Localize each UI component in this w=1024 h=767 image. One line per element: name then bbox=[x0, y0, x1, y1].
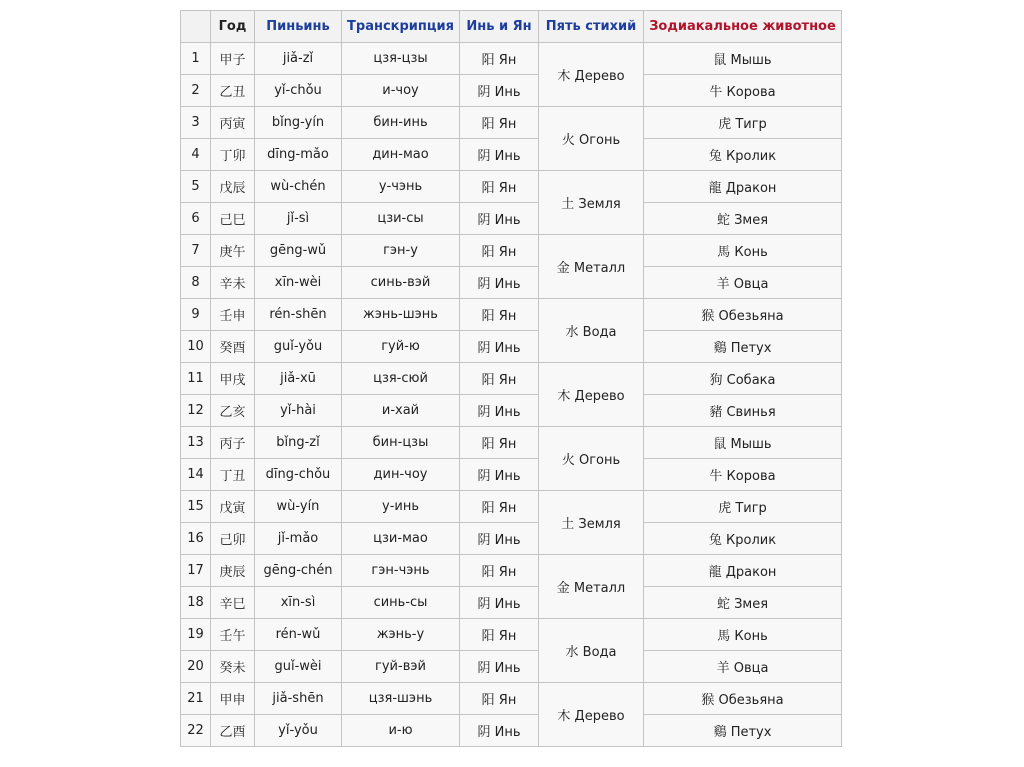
cell-pinyin: xīn-wèi bbox=[255, 267, 342, 299]
table-row bbox=[181, 651, 842, 683]
cell-year: 庚午 bbox=[211, 235, 255, 267]
cell-pinyin: gēng-wǔ bbox=[255, 235, 342, 267]
table-row bbox=[181, 491, 842, 523]
cell-year: 庚辰 bbox=[211, 555, 255, 587]
cell-year: 甲子 bbox=[211, 43, 255, 75]
cell-year: 癸未 bbox=[211, 651, 255, 683]
cell-pinyin: yǐ-hài bbox=[255, 395, 342, 427]
cell-year: 丙子 bbox=[211, 427, 255, 459]
cell-element: 水 Вода bbox=[539, 299, 644, 363]
cell-num: 12 bbox=[181, 395, 211, 427]
header-zodiac: Зодиакальное животное bbox=[644, 11, 842, 43]
cell-zodiac: 羊 Овца bbox=[644, 267, 842, 299]
cell-yinyang: 阳 Ян bbox=[460, 107, 539, 139]
cell-pinyin: wù-chén bbox=[255, 171, 342, 203]
table-row bbox=[181, 267, 842, 299]
cell-year: 丁卯 bbox=[211, 139, 255, 171]
cell-yinyang: 阴 Инь bbox=[460, 523, 539, 555]
cell-num: 21 bbox=[181, 683, 211, 715]
cell-num: 6 bbox=[181, 203, 211, 235]
cell-zodiac: 兔 Кролик bbox=[644, 139, 842, 171]
cell-pinyin: jiǎ-xū bbox=[255, 363, 342, 395]
cell-transcription: гуй-ю bbox=[342, 331, 460, 363]
cell-year: 甲申 bbox=[211, 683, 255, 715]
cell-yinyang: 阴 Инь bbox=[460, 75, 539, 107]
cell-zodiac: 虎 Тигр bbox=[644, 491, 842, 523]
table-row bbox=[181, 363, 842, 395]
cell-yinyang: 阳 Ян bbox=[460, 363, 539, 395]
table-row bbox=[181, 43, 842, 75]
cell-year: 己巳 bbox=[211, 203, 255, 235]
table-row bbox=[181, 427, 842, 459]
cell-num: 3 bbox=[181, 107, 211, 139]
cell-yinyang: 阴 Инь bbox=[460, 267, 539, 299]
header-transcription: Транскрипция bbox=[342, 11, 460, 43]
cell-transcription: цзя-шэнь bbox=[342, 683, 460, 715]
cell-element: 木 Дерево bbox=[539, 363, 644, 427]
cell-element: 木 Дерево bbox=[539, 683, 644, 747]
cell-year: 乙亥 bbox=[211, 395, 255, 427]
cell-zodiac: 牛 Корова bbox=[644, 459, 842, 491]
cell-num: 7 bbox=[181, 235, 211, 267]
cell-num: 2 bbox=[181, 75, 211, 107]
cell-num: 22 bbox=[181, 715, 211, 747]
cell-element: 木 Дерево bbox=[539, 43, 644, 107]
cell-pinyin: jǐ-mǎo bbox=[255, 523, 342, 555]
cell-yinyang: 阴 Инь bbox=[460, 587, 539, 619]
table-row bbox=[181, 587, 842, 619]
cell-year: 癸酉 bbox=[211, 331, 255, 363]
cell-transcription: жэнь-у bbox=[342, 619, 460, 651]
cell-year: 丁丑 bbox=[211, 459, 255, 491]
header-row bbox=[181, 11, 842, 43]
cell-zodiac: 兔 Кролик bbox=[644, 523, 842, 555]
cell-pinyin: guǐ-wèi bbox=[255, 651, 342, 683]
table-row bbox=[181, 235, 842, 267]
cell-num: 5 bbox=[181, 171, 211, 203]
table-body bbox=[181, 43, 842, 747]
header-yinyang: Инь и Ян bbox=[460, 11, 539, 43]
cell-element: 火 Огонь bbox=[539, 427, 644, 491]
cell-yinyang: 阳 Ян bbox=[460, 427, 539, 459]
cell-yinyang: 阴 Инь bbox=[460, 459, 539, 491]
table-row bbox=[181, 107, 842, 139]
table-row bbox=[181, 395, 842, 427]
cell-num: 18 bbox=[181, 587, 211, 619]
cell-pinyin: yǐ-chǒu bbox=[255, 75, 342, 107]
cell-transcription: дин-мао bbox=[342, 139, 460, 171]
cell-num: 13 bbox=[181, 427, 211, 459]
cell-transcription: гуй-вэй bbox=[342, 651, 460, 683]
cell-pinyin: yǐ-yǒu bbox=[255, 715, 342, 747]
cell-yinyang: 阴 Инь bbox=[460, 651, 539, 683]
cell-transcription: цзя-цзы bbox=[342, 43, 460, 75]
cell-zodiac: 蛇 Змея bbox=[644, 587, 842, 619]
cell-year: 辛未 bbox=[211, 267, 255, 299]
cell-element: 金 Металл bbox=[539, 235, 644, 299]
cell-element: 水 Вода bbox=[539, 619, 644, 683]
cell-num: 16 bbox=[181, 523, 211, 555]
cell-transcription: и-хай bbox=[342, 395, 460, 427]
cell-num: 10 bbox=[181, 331, 211, 363]
cell-pinyin: wù-yín bbox=[255, 491, 342, 523]
cell-zodiac: 馬 Конь bbox=[644, 235, 842, 267]
cell-num: 19 bbox=[181, 619, 211, 651]
table-row bbox=[181, 331, 842, 363]
cell-zodiac: 豬 Свинья bbox=[644, 395, 842, 427]
table-row bbox=[181, 299, 842, 331]
cell-pinyin: bǐng-yín bbox=[255, 107, 342, 139]
cell-zodiac: 猴 Обезьяна bbox=[644, 683, 842, 715]
cell-yinyang: 阳 Ян bbox=[460, 619, 539, 651]
cell-year: 辛巳 bbox=[211, 587, 255, 619]
cell-transcription: гэн-у bbox=[342, 235, 460, 267]
cell-zodiac: 猴 Обезьяна bbox=[644, 299, 842, 331]
cell-transcription: гэн-чэнь bbox=[342, 555, 460, 587]
cell-pinyin: jǐ-sì bbox=[255, 203, 342, 235]
cell-yinyang: 阴 Инь bbox=[460, 395, 539, 427]
cell-pinyin: jiǎ-shēn bbox=[255, 683, 342, 715]
cell-zodiac: 牛 Корова bbox=[644, 75, 842, 107]
cell-num: 8 bbox=[181, 267, 211, 299]
cell-year: 戊寅 bbox=[211, 491, 255, 523]
cell-year: 乙丑 bbox=[211, 75, 255, 107]
cell-yinyang: 阳 Ян bbox=[460, 235, 539, 267]
cell-transcription: синь-сы bbox=[342, 587, 460, 619]
cell-year: 壬午 bbox=[211, 619, 255, 651]
cell-zodiac: 狗 Собака bbox=[644, 363, 842, 395]
cell-num: 1 bbox=[181, 43, 211, 75]
cell-num: 20 bbox=[181, 651, 211, 683]
table-row bbox=[181, 555, 842, 587]
cell-yinyang: 阳 Ян bbox=[460, 171, 539, 203]
cell-transcription: и-ю bbox=[342, 715, 460, 747]
cell-transcription: синь-вэй bbox=[342, 267, 460, 299]
header-pinyin: Пиньинь bbox=[255, 11, 342, 43]
table-row bbox=[181, 523, 842, 555]
cell-zodiac: 馬 Конь bbox=[644, 619, 842, 651]
cell-yinyang: 阴 Инь bbox=[460, 139, 539, 171]
cell-transcription: у-инь bbox=[342, 491, 460, 523]
table-row bbox=[181, 619, 842, 651]
cell-zodiac: 羊 Овца bbox=[644, 651, 842, 683]
cell-transcription: бин-цзы bbox=[342, 427, 460, 459]
cell-zodiac: 虎 Тигр bbox=[644, 107, 842, 139]
cell-transcription: цзи-сы bbox=[342, 203, 460, 235]
cell-transcription: цзи-мао bbox=[342, 523, 460, 555]
cell-pinyin: guǐ-yǒu bbox=[255, 331, 342, 363]
table-row bbox=[181, 171, 842, 203]
cell-num: 11 bbox=[181, 363, 211, 395]
cell-year: 戊辰 bbox=[211, 171, 255, 203]
cell-zodiac: 鷄 Петух bbox=[644, 331, 842, 363]
cell-yinyang: 阳 Ян bbox=[460, 683, 539, 715]
cell-year: 己卯 bbox=[211, 523, 255, 555]
cell-transcription: цзя-сюй bbox=[342, 363, 460, 395]
cell-yinyang: 阳 Ян bbox=[460, 43, 539, 75]
cell-zodiac: 鷄 Петух bbox=[644, 715, 842, 747]
cell-num: 17 bbox=[181, 555, 211, 587]
cell-transcription: и-чоу bbox=[342, 75, 460, 107]
cell-year: 壬申 bbox=[211, 299, 255, 331]
table-row bbox=[181, 203, 842, 235]
cell-year: 甲戌 bbox=[211, 363, 255, 395]
cell-transcription: у-чэнь bbox=[342, 171, 460, 203]
cell-pinyin: gēng-chén bbox=[255, 555, 342, 587]
table-row bbox=[181, 75, 842, 107]
cell-zodiac: 蛇 Змея bbox=[644, 203, 842, 235]
cell-yinyang: 阴 Инь bbox=[460, 203, 539, 235]
cell-yinyang: 阳 Ян bbox=[460, 555, 539, 587]
cell-zodiac: 龍 Дракон bbox=[644, 171, 842, 203]
table-row bbox=[181, 715, 842, 747]
table-row bbox=[181, 459, 842, 491]
table-row bbox=[181, 139, 842, 171]
cell-pinyin: bǐng-zǐ bbox=[255, 427, 342, 459]
cell-pinyin: jiǎ-zǐ bbox=[255, 43, 342, 75]
header-num bbox=[181, 11, 211, 43]
cell-yinyang: 阳 Ян bbox=[460, 491, 539, 523]
cell-num: 9 bbox=[181, 299, 211, 331]
cell-element: 金 Металл bbox=[539, 555, 644, 619]
cell-zodiac: 鼠 Мышь bbox=[644, 43, 842, 75]
cell-yinyang: 阴 Инь bbox=[460, 715, 539, 747]
cell-zodiac: 鼠 Мышь bbox=[644, 427, 842, 459]
header-element: Пять стихий bbox=[539, 11, 644, 43]
table-row bbox=[181, 683, 842, 715]
cell-num: 15 bbox=[181, 491, 211, 523]
cell-transcription: бин-инь bbox=[342, 107, 460, 139]
cell-pinyin: rén-shēn bbox=[255, 299, 342, 331]
cell-yinyang: 阳 Ян bbox=[460, 299, 539, 331]
cell-element: 火 Огонь bbox=[539, 107, 644, 171]
cell-year: 乙酉 bbox=[211, 715, 255, 747]
cell-pinyin: dīng-chǒu bbox=[255, 459, 342, 491]
cell-pinyin: xīn-sì bbox=[255, 587, 342, 619]
cell-num: 4 bbox=[181, 139, 211, 171]
cell-zodiac: 龍 Дракон bbox=[644, 555, 842, 587]
cell-year: 丙寅 bbox=[211, 107, 255, 139]
cell-pinyin: rén-wǔ bbox=[255, 619, 342, 651]
sexagenary-cycle-table bbox=[180, 10, 842, 747]
header-year: Год bbox=[211, 11, 255, 43]
cell-yinyang: 阴 Инь bbox=[460, 331, 539, 363]
cell-element: 土 Земля bbox=[539, 491, 644, 555]
cell-element: 土 Земля bbox=[539, 171, 644, 235]
cell-transcription: дин-чоу bbox=[342, 459, 460, 491]
cell-transcription: жэнь-шэнь bbox=[342, 299, 460, 331]
cell-num: 14 bbox=[181, 459, 211, 491]
cell-pinyin: dīng-mǎo bbox=[255, 139, 342, 171]
